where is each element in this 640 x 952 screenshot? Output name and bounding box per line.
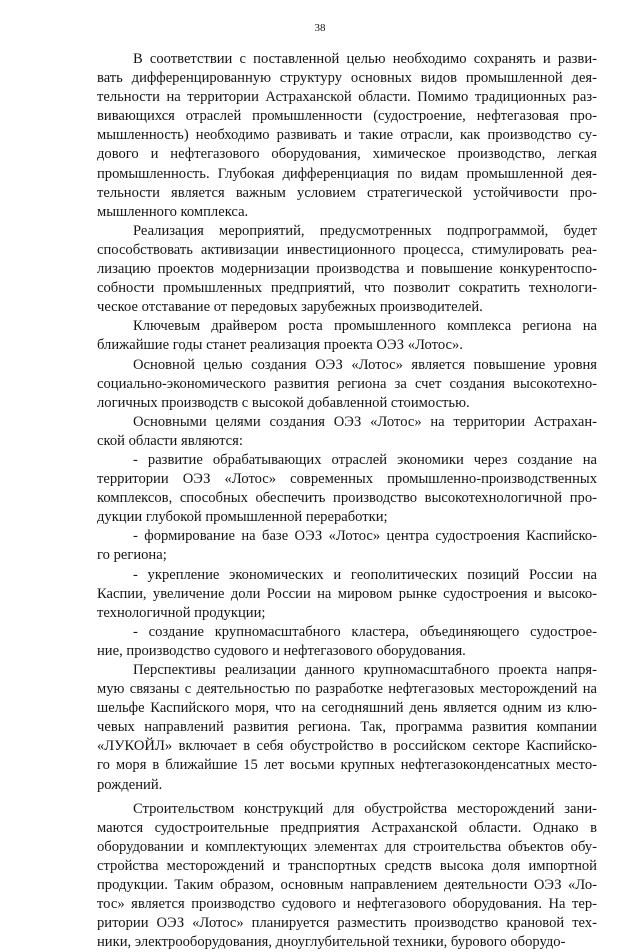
list-item bbox=[97, 527, 597, 565]
text-line: го моря в ближайшие 15 лет восьми крупных нефтегазоконденсатных место- bbox=[97, 757, 597, 774]
text-line: Каспии, увеличение доли России на мировом рынке судостроения и высоко- bbox=[97, 585, 597, 602]
text-line: В соответствии с поставленной целью необходимо сохранять и разви- bbox=[133, 51, 597, 67]
list-item bbox=[97, 451, 597, 527]
text-line: Перспективы реализации данного крупномасштабного проекта напря- bbox=[133, 662, 597, 678]
text-line: рождений. bbox=[97, 776, 163, 793]
text-line: собности промышленных предприятий, что позволит сократить технологи- bbox=[97, 280, 597, 297]
text-line: ческое отставание от передовых зарубежных производителей. bbox=[97, 299, 483, 316]
text-line: маются судостроительные предприятия Астраханской области. Однако в bbox=[97, 819, 597, 836]
text-line: ние, производство судового и нефтегазового оборудования. bbox=[97, 642, 466, 659]
text-line: ближайшие годы станет реализация проекта ОЭЗ «Лотос». bbox=[97, 337, 463, 354]
text-line: мую связаны с деятельностью по разработке нефтегазовых месторождений на bbox=[97, 681, 597, 698]
text-line: Строительством конструкций для обустройства месторождений зани- bbox=[133, 800, 597, 817]
text-line: ской области являются: bbox=[97, 432, 243, 449]
text-line: мышленность) необходимо развивать и такие отрасли, как производство су- bbox=[97, 127, 597, 144]
text-line: Основными целями создания ОЭЗ «Лотос» на территории Астрахан- bbox=[133, 413, 597, 430]
text-line: оборудовании и комплектующих элементах для строительства объектов обу- bbox=[97, 838, 597, 855]
text-line: способствовать активизации инвестиционного процесса, стимулировать реа- bbox=[97, 241, 597, 258]
paragraph bbox=[97, 356, 597, 413]
list-item bbox=[97, 566, 597, 623]
text-line: го региона; bbox=[97, 547, 167, 564]
page-number: 38 bbox=[314, 22, 326, 34]
paragraph bbox=[97, 661, 597, 795]
text-line: тос» является производство судового и нефтегазового оборудования. На тер- bbox=[97, 896, 597, 913]
text-line: - формирование на базе ОЭЗ «Лотос» центра судостроения Каспийско- bbox=[133, 528, 597, 545]
text-line: тельности является важным условием стратегической устойчивости про- bbox=[97, 184, 597, 201]
text-line: ритории ОЭЗ «Лотос» планируется разместить производство крановой тех- bbox=[97, 915, 597, 932]
text-line: лизацию проектов модернизации производства и повышение конкурентоспо- bbox=[97, 261, 597, 278]
body-text bbox=[97, 50, 597, 952]
text-line: комплексов, способных обеспечить производство высокотехнологичной про- bbox=[97, 490, 597, 507]
text-line: - развитие обрабатывающих отраслей экономики через создание на bbox=[133, 451, 597, 468]
text-line: - укрепление экономических и геополитических позиций России на bbox=[133, 566, 597, 583]
text-line: логичных производств с высокой добавленной стоимостью. bbox=[97, 394, 470, 411]
text-line: стройства месторождений и транспортных средств высока доля импортной bbox=[97, 857, 597, 874]
text-line: Ключевым драйвером роста промышленного комплекса региона на bbox=[133, 318, 597, 335]
text-line: дукции глубокой промышленной переработки; bbox=[97, 509, 388, 526]
paragraph bbox=[97, 800, 597, 952]
text-line: - создание крупномасштабного кластера, объединяющего судострое- bbox=[133, 623, 597, 640]
text-line: вать дифференцированную структуру основных видов промышленной дея- bbox=[97, 70, 597, 87]
text-line: тельности на территории Астраханской области. Помимо традиционных раз- bbox=[97, 89, 597, 106]
text-line: технологичной продукции; bbox=[97, 604, 266, 621]
text-line: мышленного комплекса. bbox=[97, 203, 249, 220]
text-line: Реализация мероприятий, предусмотренных подпрограммой, будет bbox=[133, 222, 597, 239]
list-item bbox=[97, 623, 597, 661]
paragraph bbox=[97, 222, 597, 317]
text-line: территории ОЭЗ «Лотос» современных промышленно-производственных bbox=[97, 471, 597, 488]
text-line: шельфе Каспийского моря, что на сегодняшний день является одним из клю- bbox=[97, 700, 597, 717]
text-line: социально-экономического развития региона за счет создания высокотехно- bbox=[97, 375, 597, 392]
text-line: продукции. Таким образом, основным направлением деятельности ОЭЗ «Ло- bbox=[97, 877, 597, 894]
paragraph bbox=[97, 50, 597, 222]
text-line: вивающихся отраслей промышленности (судостроение, нефтегазовая про- bbox=[97, 108, 597, 125]
paragraph bbox=[97, 413, 597, 451]
paragraph bbox=[97, 317, 597, 355]
text-line: ники, электрооборудования, дноуглубительной техники, бурового оборудо- bbox=[97, 934, 566, 951]
text-line: Основной целью создания ОЭЗ «Лотос» является повышение уровня bbox=[133, 356, 597, 373]
text-line: дового и нефтегазового оборудования, химическое производство, легкая bbox=[97, 146, 597, 163]
text-line: промышленность. Глубокая дифференциация по видам промышленной дея- bbox=[97, 165, 597, 182]
text-line: чевых направлений развития региона. Так, программа развития компании bbox=[97, 719, 597, 736]
text-line: «ЛУКОЙЛ» включает в себя обустройство в российском секторе Каспийско- bbox=[97, 738, 597, 755]
